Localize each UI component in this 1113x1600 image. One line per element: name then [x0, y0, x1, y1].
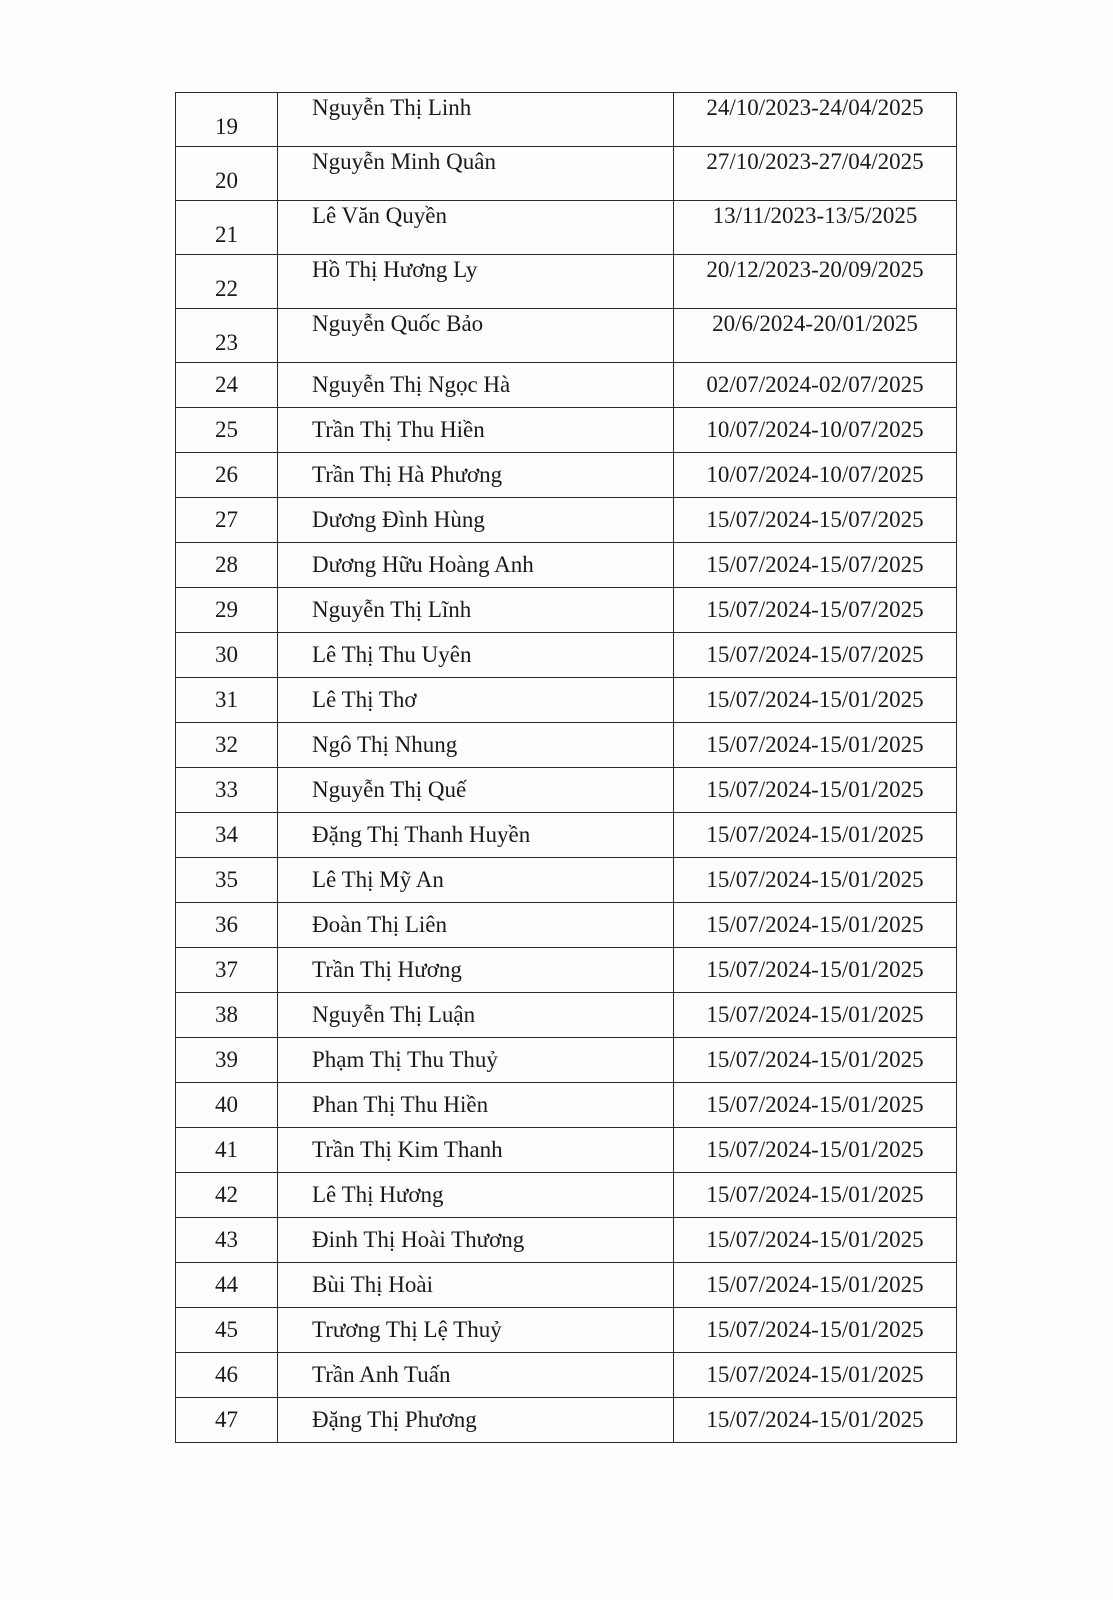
- row-number: 30: [176, 633, 278, 678]
- contract-period: 10/07/2024-10/07/2025: [674, 408, 957, 453]
- row-number: 29: [176, 588, 278, 633]
- person-name: Nguyễn Thị Luận: [278, 993, 674, 1038]
- contract-period: 20/6/2024-20/01/2025: [674, 309, 957, 363]
- contract-period: 15/07/2024-15/01/2025: [674, 723, 957, 768]
- table-row: [176, 723, 957, 768]
- row-number: 25: [176, 408, 278, 453]
- person-name: Đinh Thị Hoài Thương: [278, 1218, 674, 1263]
- table-row: [176, 147, 957, 201]
- person-name: Lê Thị Thơ: [278, 678, 674, 723]
- table-row: [176, 309, 957, 363]
- person-name: Trần Thị Kim Thanh: [278, 1128, 674, 1173]
- contract-period: 02/07/2024-02/07/2025: [674, 363, 957, 408]
- table-row: [176, 588, 957, 633]
- row-number: 26: [176, 453, 278, 498]
- table-row: [176, 93, 957, 147]
- row-number: 45: [176, 1308, 278, 1353]
- contract-period: 15/07/2024-15/01/2025: [674, 1083, 957, 1128]
- table-row: [176, 948, 957, 993]
- table-row: [176, 903, 957, 948]
- row-number: 24: [176, 363, 278, 408]
- contract-period: 15/07/2024-15/01/2025: [674, 948, 957, 993]
- person-name: Hồ Thị Hương Ly: [278, 255, 674, 309]
- row-number: 28: [176, 543, 278, 588]
- row-number: 47: [176, 1398, 278, 1443]
- contract-period: 15/07/2024-15/07/2025: [674, 498, 957, 543]
- contract-period: 27/10/2023-27/04/2025: [674, 147, 957, 201]
- person-name: Trần Thị Thu Hiền: [278, 408, 674, 453]
- table-row: [176, 1128, 957, 1173]
- person-name: Trần Anh Tuấn: [278, 1353, 674, 1398]
- contract-period: 15/07/2024-15/01/2025: [674, 1353, 957, 1398]
- person-name: Trương Thị Lệ Thuỷ: [278, 1308, 674, 1353]
- person-name: Dương Hữu Hoàng Anh: [278, 543, 674, 588]
- person-name: Dương Đình Hùng: [278, 498, 674, 543]
- person-name: Trần Thị Hương: [278, 948, 674, 993]
- row-number: 46: [176, 1353, 278, 1398]
- row-number: 22: [176, 255, 278, 309]
- table-row: [176, 453, 957, 498]
- contract-period: 15/07/2024-15/01/2025: [674, 768, 957, 813]
- row-number: 38: [176, 993, 278, 1038]
- row-number: 34: [176, 813, 278, 858]
- contract-period: 15/07/2024-15/01/2025: [674, 1128, 957, 1173]
- contract-period: 15/07/2024-15/01/2025: [674, 1308, 957, 1353]
- table-row: [176, 768, 957, 813]
- row-number: 31: [176, 678, 278, 723]
- contract-period: 13/11/2023-13/5/2025: [674, 201, 957, 255]
- contract-period: 15/07/2024-15/01/2025: [674, 993, 957, 1038]
- person-name: Đặng Thị Phương: [278, 1398, 674, 1443]
- person-name: Lê Thị Mỹ An: [278, 858, 674, 903]
- table-row: [176, 201, 957, 255]
- table-row: [176, 1353, 957, 1398]
- person-name: Phạm Thị Thu Thuỷ: [278, 1038, 674, 1083]
- table-row: [176, 633, 957, 678]
- person-name: Ngô Thị Nhung: [278, 723, 674, 768]
- contract-period: 15/07/2024-15/07/2025: [674, 588, 957, 633]
- row-number: 27: [176, 498, 278, 543]
- row-number: 43: [176, 1218, 278, 1263]
- row-number: 39: [176, 1038, 278, 1083]
- table-row: [176, 1173, 957, 1218]
- person-name: Nguyễn Thị Lĩnh: [278, 588, 674, 633]
- person-name: Lê Văn Quyền: [278, 201, 674, 255]
- contract-period: 15/07/2024-15/01/2025: [674, 1173, 957, 1218]
- roster-table-body: [176, 93, 957, 1443]
- row-number: 36: [176, 903, 278, 948]
- table-row: [176, 1308, 957, 1353]
- table-row: [176, 408, 957, 453]
- person-name: Đoàn Thị Liên: [278, 903, 674, 948]
- row-number: 19: [176, 93, 278, 147]
- person-name: Nguyễn Thị Ngọc Hà: [278, 363, 674, 408]
- person-name: Lê Thị Hương: [278, 1173, 674, 1218]
- contract-period: 15/07/2024-15/01/2025: [674, 1398, 957, 1443]
- row-number: 44: [176, 1263, 278, 1308]
- person-name: Phan Thị Thu Hiền: [278, 1083, 674, 1128]
- table-row: [176, 1263, 957, 1308]
- row-number: 21: [176, 201, 278, 255]
- person-name: Trần Thị Hà Phương: [278, 453, 674, 498]
- person-name: Nguyễn Quốc Bảo: [278, 309, 674, 363]
- row-number: 20: [176, 147, 278, 201]
- person-name: Nguyễn Thị Quế: [278, 768, 674, 813]
- table-row: [176, 363, 957, 408]
- contract-period: 15/07/2024-15/07/2025: [674, 633, 957, 678]
- row-number: 33: [176, 768, 278, 813]
- person-name: Bùi Thị Hoài: [278, 1263, 674, 1308]
- row-number: 35: [176, 858, 278, 903]
- table-row: [176, 498, 957, 543]
- table-row: [176, 543, 957, 588]
- contract-period: 24/10/2023-24/04/2025: [674, 93, 957, 147]
- row-number: 37: [176, 948, 278, 993]
- table-row: [176, 1218, 957, 1263]
- person-name: Nguyễn Thị Linh: [278, 93, 674, 147]
- table-row: [176, 813, 957, 858]
- contract-period: 20/12/2023-20/09/2025: [674, 255, 957, 309]
- table-row: [176, 993, 957, 1038]
- contract-period: 15/07/2024-15/01/2025: [674, 1263, 957, 1308]
- contract-period: 15/07/2024-15/07/2025: [674, 543, 957, 588]
- row-number: 32: [176, 723, 278, 768]
- table-row: [176, 1398, 957, 1443]
- table-row: [176, 1038, 957, 1083]
- contract-period: 15/07/2024-15/01/2025: [674, 813, 957, 858]
- row-number: 42: [176, 1173, 278, 1218]
- person-name: Đặng Thị Thanh Huyền: [278, 813, 674, 858]
- contract-period: 15/07/2024-15/01/2025: [674, 678, 957, 723]
- contract-period: 15/07/2024-15/01/2025: [674, 903, 957, 948]
- row-number: 23: [176, 309, 278, 363]
- contract-period: 15/07/2024-15/01/2025: [674, 858, 957, 903]
- person-name: Lê Thị Thu Uyên: [278, 633, 674, 678]
- row-number: 41: [176, 1128, 278, 1173]
- contract-period: 15/07/2024-15/01/2025: [674, 1038, 957, 1083]
- person-name: Nguyễn Minh Quân: [278, 147, 674, 201]
- table-row: [176, 1083, 957, 1128]
- table-row: [176, 255, 957, 309]
- table-row: [176, 678, 957, 723]
- roster-table: [175, 92, 957, 1443]
- contract-period: 15/07/2024-15/01/2025: [674, 1218, 957, 1263]
- table-row: [176, 858, 957, 903]
- contract-period: 10/07/2024-10/07/2025: [674, 453, 957, 498]
- row-number: 40: [176, 1083, 278, 1128]
